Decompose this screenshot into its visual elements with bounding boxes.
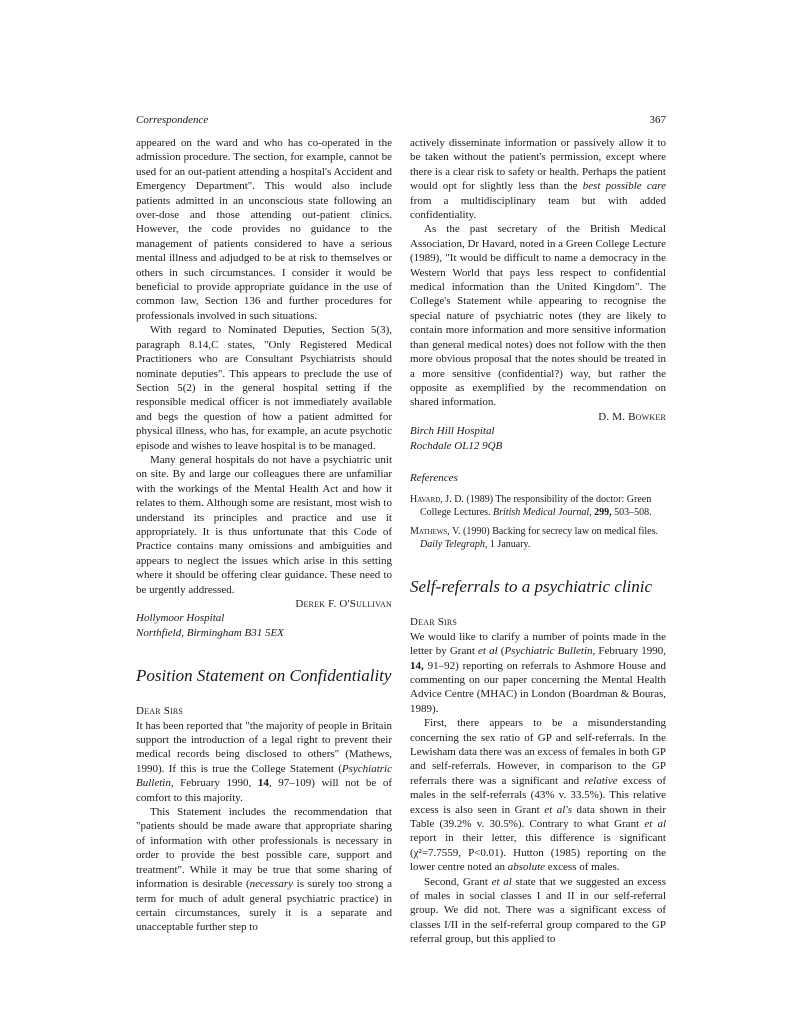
salutation: Dear Sirs xyxy=(136,705,184,718)
section-name: Correspondence xyxy=(136,114,209,126)
address-line: Birch Hill Hospital xyxy=(410,425,495,438)
signature: D. M. Bowker xyxy=(598,410,666,423)
left-column xyxy=(136,136,392,935)
paragraph: First, there appears to be a misunderstanding concerning the sex ratio of GP and self-referrals. In the Lewisham data there was an excess of females in both GP and self-referrals. However, in comparison to the GP referrals there was a significant and relative excess of males in the self-referrals (43% v. 33.5%). This relative excess is also seen in Grant et al's data shown in their Table (39.2% v. 30.5%). Contrary to what Grant et al report in their letter, this difference is significant (χ²=7.7559, P<0.01). Hutton (1985) reporting on the lower centre noted an absolute excess of males. xyxy=(410,717,666,874)
paragraph: As the past secretary of the British Medical Association, Dr Havard, noted in a Green College Lecture (1989), "It would be difficult to name a democracy in the Western World that pays less respect to confidential medical information than the United Kingdom". The College's Statement while appearing to recognise the special nature of psychiatric notes (they are likely to contain more information and more sensitive information than general medical notes) does not follow with the then more obvious proposal that the notes should be treated in a more sensitive (confidential?) way, but rather the opposite as exemplified by the recommendation on shared information. xyxy=(410,223,666,409)
paragraph: It has been reported that "the majority of people in Britain support the introduction of a legal right to prevent their medical records being disclosed to others" (Mathews, 1990). If this is true the College Statement (Psychiatric Bulletin, February 1990, 14, 97–109) will not be of comfort to this majority. xyxy=(136,719,392,804)
running-header xyxy=(136,114,666,130)
paragraph: appeared on the ward and who has co-operated in the admission procedure. The section, for example, cannot be used for an out-patient attending a hospital's Accident and Emergency Department". This would also include patients admitted in an unconscious state following an over-dose and those attending out-patient clinics. However, the code provides no guidance to the management of patients considered to have a serious mental illness and adjudged to be at risk to themselves or others in such circumstances. I consider it would be beneficial to provide appropriate guidance in the use of common law, Section 136 and further procedures for professionals involved in such situations. xyxy=(136,137,392,322)
reference-item: Mathews, V. (1990) Backing for secrecy law on medical files. Daily Telegraph, 1 January. xyxy=(410,526,658,551)
references-heading: References xyxy=(410,471,458,484)
page-number: 367 xyxy=(649,114,666,126)
reference-item: Havard, J. D. (1989) The responsibility of the doctor: Green College Lectures. British Medical Journal, 299, 503–508. xyxy=(410,494,652,519)
paragraph: Many general hospitals do not have a psychiatric unit on site. By and large our colleagues there are unfamiliar with the workings of the Mental Health Act and how it relates to them. Although some are resistant, most wish to understand its principles and practice and use it appropriately. It is thus unfortunate that this Code of Practice contains many omissions and ambiguities and appears to neglect the issues which arise in this setting where it should be offering clear guidance. These need to be urgently addressed. xyxy=(136,453,392,596)
address-line: Northfield, Birmingham B31 5EX xyxy=(136,626,284,639)
address-line: Rochdale OL12 9QB xyxy=(410,439,503,452)
address-line: Hollymoor Hospital xyxy=(136,612,225,625)
paragraph: This Statement includes the recommendation that "patients should be made aware that appropriate sharing of information with other professionals is necessary in order to provide the best possible care, support and treatment". While it may be true that some sharing of information is desirable (necessary is surely too strong a term for much of adult general psychiatric practice) in certain circumstances, surely it is a separate and unacceptable further step to xyxy=(136,806,392,934)
signature: Derek F. O'Sullivan xyxy=(295,598,392,610)
salutation: Dear Sirs xyxy=(410,616,458,629)
section-title: Self-referrals to a psychiatric clinic xyxy=(410,577,653,597)
paragraph: Second, Grant et al state that we suggested an excess of males in social classes I and II in our self-referral group. We did not. There was a significant excess of classes I/II in the self-referral group compared to the GP referral group, but this applied to xyxy=(410,875,666,946)
right-column xyxy=(410,136,666,947)
paragraph: With regard to Nominated Deputies, Section 5(3), paragraph 8.14,C states, "Only Registered Medical Practitioners who are Consultant Psychiatrists should nominate deputies". This appears to preclude the use of Section 5(2) in the general hospital setting if the responsible medical officer is not immediately available and begs the question of how a patient admitted for physical illness, who has, for example, an acute psychotic episode and wishes to leave hospital is to be managed. xyxy=(136,324,392,452)
section-title: Position Statement on Confidentiality xyxy=(136,666,392,686)
paragraph: actively disseminate information or passively allow it to be taken without the patient's permission, except where there is a clear risk to safety or health. Perhaps the patient would opt for slightly less than the best possible care from a multidisciplinary team but with added confidentiality. xyxy=(410,137,667,222)
paragraph: We would like to clarify a number of points made in the letter by Grant et al (Psychiatric Bulletin, February 1990, 14, 91–92) reporting on referrals to Ashmore House and commenting on our paper concerning the Mental Health Advice Centre (MHAC) in London (Boardman & Bouras, 1989). xyxy=(410,630,666,715)
